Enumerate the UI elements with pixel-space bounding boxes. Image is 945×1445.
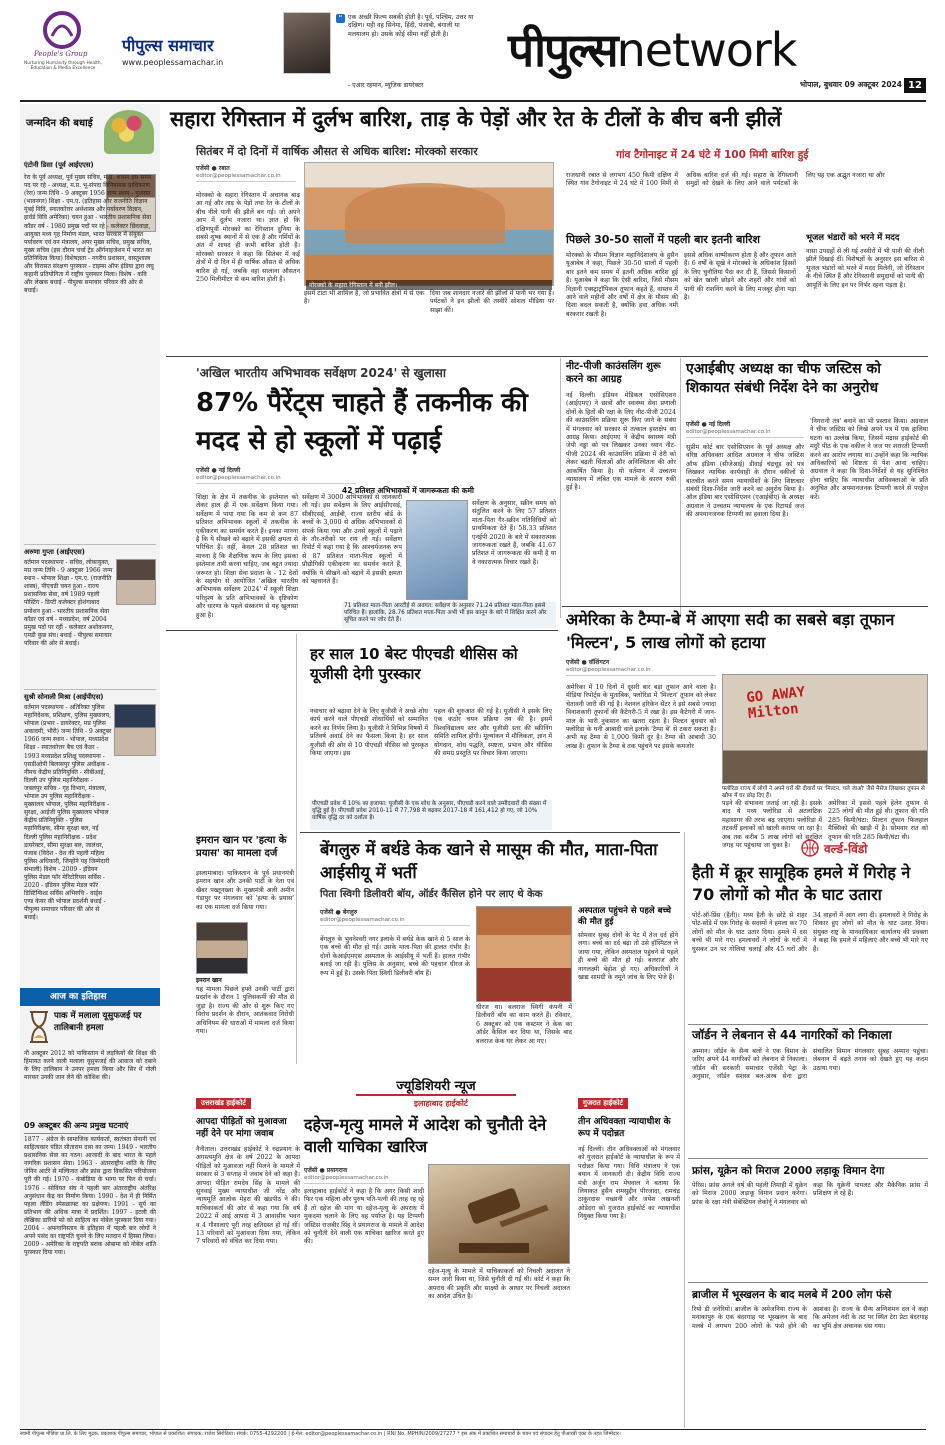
birthday-person-1 [24,160,156,540]
agency: एजेंसी ● नई दिल्ली [686,421,731,428]
parents-story [166,358,558,628]
haiti-headline: हैती में क्रूर सामूहिक हमले में गिरोह ने 70 लोगों को मौत के घाट उतारा [692,863,911,904]
globe-icon [798,838,822,858]
france-text: पेरिस। फ्रांस अगले वर्ष की पहली तिमाही में यूक्रेन को मिराज 2000 लड़ाकू विमान प्रदान करेगा। फ्रांस के रक्षा मंत्री सेबेस्टियन लेकोर्नू ने मंगलवार को कहा कि यूक्रेनी पायलट और मैकेनिक फ्रांस में प्रशिक्षण ले रहे हैं। [692,1182,928,1206]
dune-shape [345,183,505,243]
brand-english: network [616,23,797,77]
dateline: भोपाल, बुधवार 09 अक्टूबर 2024 [799,80,902,89]
footer-imprint: स्वामी पीपुल्स मीडिया प्रा.लि. के लिए मुद्रक, प्रकाशक पीपुल्स समाचार, भोपाल से प्रकाशित। संपादक: राजेश सिरोठिया। संपर्क: 0755-4292200 | ई-मेल: editor@peoplessamachar.co.in | RNI No. MPHIN/2009/27277 * इस अंक में प्रकाशित समाचारों के चयन एवं संपादन हेतु पीआरबी एक्ट के तहत जिम्मेदार। [20,1431,621,1437]
rule-world [688,1024,928,1025]
person-bio: वर्तमान पदस्थापना - अतिरिक्त पुलिस महानिदेशक, प्रशिक्षण, पुलिस मुख्यालय, भोपाल (प्रभार - डायरेक्टर, मप्र पुलिस अकादमी, भौरी) जन्म तिथि - 9 अक्टूबर 1966 जन्म स्थान - भोपाल, मध्यप्रदेश शिक्षा - स्नातकोत्तर बैच एवं कैडर - 1993 मध्यप्रदेश प्रशिक्षु पदस्थापना - एसडीओपी बिलासपुर पुलिस अधीक्षक - नीमच केंद्रीय प्रतिनियुक्ति - सीबीआई, दिल्ली उप पुलिस महानिरीक्षक - जबलपुर सचिव - गृह विभाग, मंत्रालय, भोपाल उप पुलिस महानिरीक्षक - मुख्यालय भोपाल, पुलिस महानिरीक्षक - सुरक्षा, आईजी पुलिस मुख्यालय भोपाल केंद्रीय प्रतिनियुक्ति - पुलिस महानिरीक्षक, सीमा सुरक्षा बल, नई दिल्ली पुलिस महानिरीक्षक - प्रदेश डायरेक्टर, सीमा सुरक्षा बल, जालंधर, पंजाब (विदेश - देश की पहली महिला पुलिस अधिकारी, जिन्होंने यह जिम्मेदारी संभाली) विशेष - 2009 - इंडियन पुलिस मेडल फॉर मेरिटोरियस सर्विस - 2020 - इंडियन पुलिस मेडल फॉर डिस्टिंग्विश्ड सर्विस अभिरुचि - वार्ड्स एण्ड केयर की भोपाल प्रदर्शनी बधाई - पीपुल्स समाचार परिवार की ओर से बधाई। [24,704,112,922]
jordan-text: अम्मान। जॉर्डन के सैन्य बलों ने एक विमान के जरिए अपने 44 नागरिकों को लेबनान से निकाला। जॉर्डन की सरकारी समाचार एजेंसी पेट्रा के अनुसार, जॉर्डन सशस्त्र बल-अरब सेना द्वारा संचालित विमान मंगलवार सुबह अम्मान पहुंचा। लेबनान में बढ़ते तनाव को देखते हुए यह कदम उठाया गया। [692,1048,928,1081]
sahara-subhead: पिछले 30-50 सालों में पहली बार इतनी बारिश [566,233,761,246]
quote-mark-icon: " [336,14,345,23]
rule-milton [562,606,928,607]
bengaluru-story [300,834,680,1074]
imran-caption: इमरान खान [196,977,222,984]
quote-text: एक अच्छी फिल्म सबकी होती है। पूर्व, पश्चिम, उत्तर या दक्षिण। यही वह सिनेमा, हिंदी, पंजाबी, बंगाली या मलयालम हो। उसके कोई सीमा नहीं होती है। [348,14,474,38]
history-title: आज का इतिहास [20,988,160,1006]
sidebar [20,104,160,1429]
sahara-col-1: मोरक्को के सहारा रेगिस्तान में अचानक बाढ़ आ गई और ताड़ के पेड़ों तथा रेत के टीलों के बीच नीले पानी की झीलें बन गई। जो अपने आप में दुर्लभ नजारा था। ज्ञात हो कि दक्षिणपूर्वी मोरक्को का रेगिस्तान दुनिया के सबसे शुष्क स्थानों में से एक है और गर्मियों के अंत में शायद ही कभी बारिश होती है। मोरक्को सरकार ने कहा कि सितंबर में कई क्षेत्रों में दो दिन में ही वार्षिक औसत से अधिक बारिश हो गई, जबकि वहां सालाना औसतन 250 मिलीमीटर से कम बारिश होती है। [196,192,300,284]
milton-byline [566,656,716,676]
divider [560,358,561,618]
brazil-headline: ब्राजील में भूस्खलन के बाद मलबे में 200 लोग फंसे [692,1289,892,1301]
person-bio: वर्तमान पदस्थापना - सचिव, लोकायुक्त, मप्र जन्म तिथि - 9 अक्टूबर 1966 जन्म स्थान - भोपाल शिक्षा - एम.ए. (राजनीति शास्त्र), पीएचडी चयन हुआ - राज्य प्रशासनिक सेवा, वर्ष 1989 पहली पोस्टिंग - डिप्टी कलेक्टर होशंगाबाद प्रमोशन हुआ - भारतीय प्रशासनिक सेवा कॉडर एवं वर्ष - मध्यप्रदेश, वर्ष 2004 प्रमुख पदों पर रहीं - कलेक्टर अशोकनगर, एमडी कुछ संघ। बधाई - पीपुल्स समाचार परिवार की ओर से बधाई। [24,559,114,647]
history-text: नौ अक्टूबर 2012 को पाकिस्तान में लड़कियों की शिक्षा की हिमायत करने वाली मलाला यूसुफजई की आवाज को दबाने के लिए तालिबान ने उनपर हमला किया और सिर में गोली मारकर उनकी जान लेने की कोशिश की। [24,1050,156,1082]
imran-photo [196,922,248,974]
guj-tag: गुजरात हाईकोर्ट [578,1098,628,1109]
agency: एजेंसी ● प्रयागराज [304,1167,348,1174]
guj-text: नई दिल्ली। तीन अधिवक्ताओं को मंगलवार को गुजरात हाईकोर्ट के न्यायाधीश के रूप में पदोन्नत किया गया। विधि मंत्रालय ने एक बयान में जानकारी दी। केंद्रीय विधि राज्य मंत्री अर्जुन राम मेघवाल ने बताया कि लियाकत हुसैन शमसुद्दीन पीरजादा, रामचंद्र ठाकुरदास वच्छानी और जयेश लखनशी ओडेदरा को गुजरात हाईकोर्ट का न्यायाधीश नियुक्त किया गया है। [578,1146,680,1221]
masthead-rule [20,100,926,102]
bengaluru-byline [320,906,470,926]
hourglass-icon [28,1010,50,1044]
group-tagline: Nurturing Humanity through Health, Education & Media Excellence [24,61,102,72]
ald-tag: इलाहाबाद हाईकोर्ट [414,1099,468,1108]
masthead [0,0,945,100]
brand-logo [508,18,928,78]
bengaluru-side-text: सोमवार सुबह दोनों के पेट में तेज दर्द होने लगा। बच्चे का दर्द बढ़ा तो उसे हॉस्पिटल ले जाया गया, लेकिन अस्पताल पहुंचने से पहले ही बच्चे की मौत हो गई। बलराज और नागलक्ष्मी बेहोश हो गए। अधिकारियों ने खाद्य सामग्री के नमूने जांच के लिए भेजे हैं। [578,932,678,982]
email[interactable]: editor@peoplessamachar.co.in [320,917,405,923]
world-section [688,834,928,1428]
neet-text: नई दिल्ली। इंडियन मेडिकल एसोसिएशन (आईएमए) ने छात्रों और स्वास्थ्य सेवा प्रणाली दोनों के हितों की रक्षा के लिए नीट-पीजी 2024 की काउंसलिंग प्रक्रिया शुरू किए जाने के संबंध में मंगलवार को सरकार से तत्काल हस्तक्षेप का आग्रह किया। आईएमए ने केंद्रीय स्वास्थ्य मंत्री जेपी नड्डा को पत्र लिखकर उनका ध्यान नीट-पीजी 2024 की काउंसलिंग प्रक्रिया में देरी को लेकर बढ़ती चिंताओं और अनिश्चितता की ओर आकर्षित किया है। यो वर्तमान में उच्चतम न्यायालय में लंबित एक मामले के कारण रुकी हुई है। [566,392,676,492]
ald-headline: दहेज-मृत्यु मामले में आदेश को चुनौती देने वाली याचिका खारिज [304,1115,547,1156]
milton-photo-graffiti: GO AWAY Milton [745,684,806,723]
world-tag-text: वर्ल्ड-विंडो [824,842,868,856]
aiibe-byline [686,418,804,438]
parents-col-3: सर्वेक्षण के अनुसार, स्क्रीन समय को संतुलित करने के लिए 57 प्रतिशत माता-पिता गैर-स्क्रीन गतिविधियों को प्राथमिकता देते हैं। 58.33 प्रतिशत एनईपी 2020 के बारे में सकारात्मक जागरूकता रखते हैं, जबकि 41.67 प्रतिशत में जागरूकता की कमी है या वे नकारात्मक विचार रखते हैं। [472,500,556,566]
parents-byline [196,464,356,484]
bengaluru-headline: बेंगलुरु में बर्थडे केक खाने से मासूम की मौत, माता-पिता आईसीयू में भर्ती [320,840,658,882]
quote-author: - एआर रहमान, म्यूजिक डायरेक्टर [348,82,424,89]
email[interactable]: editor@peoplessamachar.co.in [196,173,281,179]
events-title: 09 अक्टूबर की अन्य प्रमुख घटनाएं [24,1120,156,1134]
agency: एजेंसी ● वॉशिंगटन [566,659,610,666]
rule-phd [166,630,558,631]
email[interactable]: editor@peoplessamachar.co.in [686,429,771,435]
group-name: People's Group [34,50,88,58]
brand-hindi: पीपुल्स [508,23,617,77]
milton-col-1: अमेरिका में 10 दिनों में दूसरी बार बड़ा तूफान आने वाला है। मीडिया रिपोर्ट्स के मुताबिक, फ्लोरिडा में 'मिल्टन' तूफान को लेकर चेतावनी जारी की गई है। नेशनल हरिकेन सेंटर ने इसे सबसे ज्यादा विनाशकारी तूफानों की कैटेगरी-5 में रखा है। इस कैटेगरी में जान-माल के भारी नुकसान का खतरा रहता है। मिल्टन बुधवार को फ्लोरिडा के घनी आबादी वाले इलाके 'टैम्पा बे' से टकरा सकता है। अभी यह टैम्पा से 1,000 किमी दूर है। टैम्पा की आबादी 30 लाख है। तूफान के टैम्पा बे तक पहुंचने पर इसके कमजोर [566,684,716,750]
quote-box [336,14,476,94]
birthday-title: जन्मदिन की बधाई [26,118,93,129]
judiciary-title: ज्यूडिशियरी न्यूज [356,1076,516,1096]
rule-sahara [166,356,928,357]
milton-col-2: पड़ने की संभावना जताई जा रही है। इसके बाद ये मध्य फ्लोरिडा से अटलांटिक महासागर की तरफ बढ़ जाएगा। फ्लोरिडा में तटवर्ती इलाकों को खाली कराया जा रहा है। अब तक करीब 5 लाख लोगों को सुरक्षित जगह पर पहुंचाया जा चुका है। [722,800,822,850]
brazil-text: रियो डी जनेरियो। ब्राजील के अमेजनिया राज्य के मनाकापुरु के एक बंदरगाह पर भूस्खलन के बाद मलबे में लगभग 200 लोगों के फंसे होने की आशंका है। राज्य के सैन्य अग्निशमन दल ने कहा कि अमेजन नदी के तट पर स्थित टेरा प्रेटा बंदरगाह का भूमि क्षेत्र अचानक धंस गया। [692,1306,928,1330]
uk-text: नैनीताल। उत्तराखंड हाईकोर्ट ने रुद्रप्रयाग के अगस्त्यमुनि क्षेत्र के वर्ष 2022 के आपदा पीड़ितों को मुआवजा नहीं मिलने के मामले में सरकार से 3 सप्ताह में जवाब देने को कहा है। आपदा पीड़ित रामदेव सिंह के मामले की सुनवाई मुख्य न्यायाधीश जी नरेंद्र और न्यायमूर्ति आलोक मेहरा की खंडपीठ ने की। याचिकाकर्ता की ओर से कहा गया कि वर्ष 2022 में आई आपदा में 3 आवासीय भवन व 4 गौशालाएं पूरी तरह क्षतिग्रस्त हो गई थीं। 13 परिवारों को मुआवजा दिया गया, लेकिन 7 परिवारों को वंचित कर दिया गया। [196,1146,300,1246]
page-number: 12 [904,78,926,93]
agency: एजेंसी ● रबात [196,165,230,172]
parents-col-1: शिक्षा के क्षेत्र में तकनीक के इस्तेमाल को लेकर हाल ही में एक सर्वेक्षण किया गया। सर्वेक्षण में पाया गया कि कम से कम 87 प्रतिशत अभिभावक स्कूलों में तकनीक के एकीकरण का समर्थन करते हैं। इनका मानना है कि ये सीखने को बढ़ाने में इसकी क्षमता से परिचित हैं। वहीं, केवल 28 प्रतिशत का मानना है कि शैक्षणिक काम के लिए इसका इस्तेमाल तभी करना चाहिए, जब बहुत ज्यादा जरूरत हो। शिक्षा सेवा प्रदाता के - 12 देशों के सहयोग से आयोजित 'अखिल भारतीय अभिभावक सर्वेक्षण 2024' में स्कूली शिक्षा परिदृश्य के प्रति अभिभावकों के दृष्टिकोण और धारणा के पहले संस्करण से यह खुलासा हुआ है। [196,494,298,619]
aiibe-col-1: सुप्रीम कोर्ट बार एसोसिएशन के पूर्व अध्यक्ष और वरिष्ठ अधिवक्ता आदिश अग्रवाल ने चीफ जस्टिस ऑफ इंडिया (सीजेआई) डीवाई चंद्रचूड़ को पत्र लिखकर न्यायिक कार्यवाही के दौरान वकीलों से बातचीत करते समय न्यायाधीशों के लिए शिष्टाचार संबंधी दिशा-निर्देश जारी करने का अनुरोध किया है। ऑल इंडिया बार एसोसिएशन (एआईबीए) के अध्यक्ष अग्रवाल ने उच्चतम न्यायालय के एक रिटायर्ड जज की अपमानजनक टिप्पणी का हवाला दिया है। [686,444,804,519]
world-tag [798,838,928,858]
parents-col-2: सर्वेक्षण में 3000 अभिभावकों से जानकारी ली गई। इस सर्वेक्षण के लिए आईसीएसई, सीबीएसई, आईबी, राज्य स्तरीय बोर्ड के बच्चों के 3,000 से अधिक अभिभावकों से संपर्क किया गया और उनसे स्कूलों में पढ़ाने के तौर-तरीकों पर राय ली गई। सर्वेक्षण रिपोर्ट में कहा गया है कि आश्चर्यजनक रूप से 87 प्रतिशत माता-पिता स्कूलों में प्रौद्योगिकी एकीकरण का समर्थन करते हैं, क्योंकि ये सीखने को बढ़ाने में इसकी क्षमता को पहचानते हैं। [302,494,402,586]
bengaluru-col-2: धीरज था। बलराज स्विगी कंपनी में डिलीवरी बॉय का काम करते हैं। रविवार, 6 अक्टूबर को एक कस्टमर ने केक का ऑर्डर कैंसिल कर दिया था, जिसके बाद बलराज केक घर लेकर आ गए। [476,1004,572,1045]
sahara-col-3: राजधानी रबात से लगभग 450 किमी दक्षिण में स्थित गांव टैगोनाइट में 24 घंटे में 100 मिमी से अधिक बारिश दर्ज की गई। सहारा के रेगिस्तानी समुद्रों को देखने के लिए आने वाले पर्यटकों के लिए यह एक अद्भुत नजारा था और [566,172,885,188]
agency: एजेंसी ● बेंगलुरु [320,909,358,916]
sahara-col-2: इसमें टाटा भी शामिल है, जो प्रभावित क्षेत्रों में से एक है। [304,290,424,306]
parents-kicker: 'अखिल भारतीय अभिभावक सर्वेक्षण 2024' से खुलासा [196,366,447,380]
sahara-caption: मोरक्को के सहारा रेगिस्तान में बनी झील। [306,280,552,290]
parents-headline: 87% पैरेंट्स चाहते हैं तकनीक की मदद से हो स्कूलों में पढ़ाई [196,388,528,456]
bengaluru-photo [476,906,572,1002]
aiibe-headline: एआईबीए अध्यक्ष का चीफ जस्टिस को शिकायत संबंधी निर्देश देने का अनुरोध [686,361,881,396]
jordan-headline: जॉर्डन ने लेबनान से 44 नागरिकों को निकाला [692,1028,892,1042]
sahara-col-2b: दिया जब शानदार नजारे की झीलों में पानी भर गया है। पर्यटकों ने इन झीलों की तस्वीरें सोशल मीडिया पर साझा कीं। [430,290,554,314]
person-bio: रेरा के पूर्व अध्यक्ष, पूर्व मुख्य सचिव, म.प्र. शासन इस समय पद पर रहे - अध्यक्ष, म.प्र. भू-संपदा विनियामक प्राधिकरण (रेरा) जन्म तिथि - 9 अक्टूबर 1956 जन्म स्थान - गुजरात (भावनगर) शिक्षा - एम.ए. (इतिहास और राजनीति विज्ञान मुंबई विवि, स्नातकोत्तर अर्थशास्त्र और पर्यावरण विज्ञान, हार्वर्ड विवि अमेरिका) चयन हुआ - भारतीय प्रशासनिक सेवा कॉडर वर्ष - 1980 प्रमुख पदों पर रहे - कलेक्टर छिंदवाड़ा, आयुक्त मध्य गृह निर्माण मंडल, भारत सरकार में संयुक्त पर्यावरण एवं वन मंत्रालय, अपर मुख्य सचिव, प्रमुख सचिव, मुख्य सचिव (इस दौरान चर्चा ट्रेड ऑर्गनाइजेशन में भारत का प्रतिनिधित्व किया) विशेषज्ञता - नगरीय प्रशासन, वास्तुशास्त्र और विरासत संरक्षण पुरस्कार - टाइम्स ऑफ इंडिया द्वारा लघु कहानी प्रतियोगिता में राष्ट्रीय पुरस्कार मिला। विशेष - कवि और लेखक बधाई - पीपुल्स समाचार परिवार की ओर से बधाई। [24,174,154,295]
aiibe-col-2: 'निगरानी तंत्र' बनाने का भी प्रस्ताव किया। अग्रवाल ने चीफ जस्टिस को लिखे अपने पत्र में एक हालिया घटना का उल्लेख किया, जिसमें मद्रास हाईकोर्ट की मदुरै पीठ के एक वकील ने जज पर शरारती टिप्पणी करने का आरोप लगाया था। उन्होंने कहा कि न्यायिक अधिकारियों को शिष्टता से पेश आना चाहिए। अग्रवाल ने कहा कि दिशा-निर्देशों से यह सुनिश्चित होना चाहिए कि न्यायाधीश अधिवक्ताओं के प्रति अनुचित और अपमानजनक टिप्पणी करने से परहेज करें। [810,418,928,501]
imran-story [196,834,296,1074]
birthday-person-3 [24,689,156,984]
phd-headline: हर साल 10 बेस्ट पीएचडी थीसिस को यूजीसी देगी पुरस्कार [310,645,518,683]
sahara-photo [304,162,554,286]
rule-world [688,1282,928,1283]
people-group-emblem-icon [42,10,82,50]
ald-col-2: दहेज-मृत्यु के मामले में याचिकाकर्ता को निचली अदालत ने समन जारी किया था, जिसे चुनौती दी गई थी। कोर्ट ने कहा कि अपराध की प्रकृति और साक्ष्यों के आधार पर निचली अदालत का आदेश उचित है। [428,1268,570,1301]
imran-col-1: इस्लामाबाद। पाकिस्तान के पूर्व प्रधानमंत्री इमरान खान और उनकी पार्टी के नेता एवं खैबर पख्तूनख्वा के मुख्यमंत्री अली अमीन गंडापुर पर मंगलवार को 'हत्या के प्रयास' का एक मामला दर्ज किया गया। [196,870,294,911]
milton-col-3: अमेरिका में इससे पहले हेलेन तूफान से 225 लोगों की मौत हुई थी। तूफान की गति 285 किमी/घंटा: मिल्टन तूफान फिलहाल मैक्सिको की खाड़ी में है। सोमवार रात को तूफान की गति 285 किमी/घंटा थी। [828,800,928,841]
judiciary-section [196,1076,680,1426]
flower-bouquet-icon [104,110,154,154]
ald-col-1: इलाहाबाद हाईकोर्ट ने कहा है कि अगर किसी शादी फिर एक महिला और पुरुष पति-पत्नी की तरह रह रहे हैं तो दहेज की मांग या दहेज-मृत्यु के अपराध में मुकदमा चलाने के लिए वह पर्याप्त है। यह टिप्पणी जस्टिस राजबीर सिंह ने प्रयागराज के मामले में आदेश को चुनौती देने वाली एक याचिका खारिज करते हुए की। [304,1188,424,1246]
quote-photo [283,12,331,74]
phd-col-1: नवाचार को बढ़ावा देने के लिए यूजीसी ने अच्छे शोध कार्य करने वाले पीएचडी शोधार्थियों को सम्मानित करने का निर्णय लिया है। यूजीसी ने विभिन्न विषयों में प्रतिवर्ष अवार्ड देने का फैसला किया है। हर साल यूजीसी की ओर से 10 पीएचडी थीसिस को पुरस्कृत किया जाएगा। इस [310,708,428,758]
aiibe-story [686,360,928,610]
email[interactable]: editor@peoplessamachar.co.in [304,1175,389,1181]
parents-caption: 71 प्रतिशत माता-पिता आरटीई से अवगत: सर्वेक्षण के अनुसार 71.24 प्रतिशत माता-पिता इससे परिचित हैं। हालांकि, 28.76 प्रतिशत माता-पिता अभी भी इस कानून के बारे में शिक्षित करने और सूचित करने पर जोर देते हैं। [342,602,556,628]
parents-photo [406,500,468,600]
gavel-photo [428,1164,570,1264]
uk-tag: उत्तराखंड हाईकोर्ट [196,1098,251,1109]
bengaluru-deck: पिता स्विगी डिलीवरी बॉय, ऑर्डर कैंसिल होने पर लाए थे केक [320,889,543,900]
paper-logo-text: पीपुल्स समाचार [122,36,214,55]
person-name: अरुणा गुप्ता (आईएएस) [24,548,85,556]
milton-caption: फ्लोरिडा राज्य में लोगों ने अपने घरों की दीवारों पर 'मिल्टन, चले जाओ' जैसे मैसेज लिखकर तूफान से खौफ में घर छोड़ दिए हैं। [722,786,925,799]
milton-photo [722,674,928,784]
sahara-deck-2: गांव टैगोनाइट में 24 घंटे में 100 मिमी बारिश हुई [616,149,809,161]
rule-world [688,1158,928,1159]
email[interactable]: editor@peoplessamachar.co.in [196,475,281,481]
person-name: एंटोनी डिसा (पूर्व आईएएस) [24,161,94,169]
birthday-person-2 [24,544,156,684]
neet-headline: नीट-पीजी काउंसलिंग शुरू करने का आग्रह [566,361,661,385]
divider [680,358,681,618]
history-section [20,988,160,1428]
bengaluru-col-1: बेंगलुरु के भुवनेश्वरी नगर इलाके में बर्थडे केक खाने से 5 साल के एक बच्चे की मौत हो गई। उसके माता-पिता की हालत गंभीर है। दोनों केआईएमएस अस्पताल के आईसीयू में भर्ती हैं। हालत गंभीर बताई जा रही है। पुलिस के अनुसार, बच्चे की पहचान धीरज के रूप में हुई है। उसके पिता स्विगी डिलीवरी बॉय हैं। [320,936,470,977]
bengaluru-side-head: अस्पताल पहुंचने से पहले बच्चे की मौत हुई [578,906,672,927]
sahara-deck: सितंबर में दो दिनों में वार्षिक औसत से अधिक बारिश: मोरक्को सरकार [196,145,478,158]
sahara-subtext: मोरक्को के मौसम विज्ञान महानिदेशालय के हुसैन यूआबेब ने कहा, पिछले 30-50 सालों में पहली बार इतने कम समय में इतनी अधिक बारिश हुई है। यूआबेब ने कहा कि ऐसी बारिश, जिसे मौसम विज्ञानी एक्स्ट्राट्रॉपिकल तूफान कहते हैं, वास्तव में आने वाले महीनों और वर्षों में क्षेत्र के मौसम की दिशा बदल सकती है, क्योंकि हवा अधिक नमी बरकरार रखती है। [566,252,678,318]
uk-headline: आपदा पीड़ितों को मुआवजा नहीं देने पर मांगा जवाब [196,1117,287,1139]
person-name: सुश्री सोनाली मिश्रा (आईपीएस) [24,693,104,701]
agency: एजेंसी ● नई दिल्ली [196,467,241,474]
sahara-subtext-3: नासा उपग्रहों से ली गई तस्वीरों में भी पानी की नीली झीलें दिखाई दीं। विशेषज्ञों के अनुसार इस बारिश से भूजल भंडारों को भरने में मदद मिलेगी, जो रेगिस्तान के नीचे स्थित हैं और रेगिस्तानी समुदायों को पानी की आपूर्ति के लिए इन पर निर्भर रहना पड़ता है। [806,248,924,289]
gavel-icon [429,1165,571,1265]
haiti-text: पोर्ट-ऑ-प्रिंस (हैती)। मध्य हैती के छोटे से शहर पोंट-सोंडे में एक गिरोह के सदस्यों ने हमला कर 70 लोगों को मौत के घाट उतार दिया। हमले में दस बच्चे भी मारे गए। हमलावरों ने लोगों के घरों में घुसकर उन पर गोलियां चलाईं और 45 घरों और 34 वाहनों में आग लगा दी। हमलावरों ने गिरोह के शिकार हुए लोगों को मौत के घाट उतार दिया। संयुक्त राष्ट्र के मानवाधिकार कार्यालय की प्रवक्ता ने कहा कि हमले में महिलाएं और बच्चे भी मारे गए हैं। [692,912,928,953]
parents-box-title: 42 प्रतिशत अभिभावकों में जागरूकता की कमी [342,486,474,495]
person-photo [116,559,156,605]
sahara-subtext-2: इससे अधिक वाष्पीकरण होता है और तूफान आते हैं। 6 वर्षों के सूखे ने मोरक्को के अधिकांश हिस्सों के लिए चुनौतियां पैदा कर दी हैं, जिससे किसानों को खेत खाली छोड़ने और शहरों और गांवों को पानी की राशनिंग करने के लिए मजबूर होना पड़ा है। [684,252,796,302]
imran-headline: इमरान खान पर 'हत्या के प्रयास' का मामला दर्ज [196,835,287,859]
sahara-subhead-2: भूजल भंडारों को भरने में मदद [806,233,900,243]
divider [684,832,685,1428]
phd-stat-box: पीएचडी प्रवेश में 10% का इजाफा: यूजीसी के एक शोध के अनुसार, पीएचडी करने वाले उम्मीदवारों की संख्या में वृद्धि हुई है। पीएचडी प्रवेश 2010-11 में 77,798 से बढ़कर 2017-18 में 161,412 हो गए, जो 10% वार्षिक वृद्धि दर को दर्शाता है। [310,800,552,830]
france-headline: फ्रांस, यूक्रेन को मिराज 2000 लड़ाकू विमान देगा [692,1165,885,1177]
rule-bengaluru [300,832,680,833]
birthday-banner [24,108,156,156]
ald-byline [304,1164,424,1184]
imran-col-2: यह मामला पिछले हफ्ते उनकी पार्टी द्वारा प्रदर्शन के दौरान 1 पुलिसकर्मी की मौत से जुड़ा है। राज्य की ओर से शुरू किए गए विरोध प्रदर्शन के दौरान, आतंकवाद निरोधी अधिनियम की धाराओं में मामला दर्ज किया गया। [196,986,294,1036]
neet-story [566,360,676,610]
sahara-headline: सहारा रेगिस्तान में दुर्लभ बारिश, ताड़ के पेड़ों और रेत के टीलों के बीच बनी झीलें [170,107,782,131]
person-photo [114,704,156,756]
milton-headline: अमेरिका के टैम्पा-बे में आएगा सदी का सबसे बड़ा तूफान 'मिल्टन', 5 लाख लोगों को हटाया [566,610,895,652]
events-text: 1877 - अंग्रेज के सामाजिक कार्यकर्ता, स्वतंत्रता सेनानी एवं साहित्यकार पंडित सीताराम दास का जन्म। 1949 - भारतीय प्रशासनिक सेवा का गठन। आजादी के बाद भारत के पहले नागरिक प्रशासन सेवा। 1963 - अंतरराष्ट्रीय शांति के लिए जेनिन आर्टरे से मल्कियत और फ्रांस द्वारा विकसित परियोजना पूरी की गई। 1970 - कंबोडिया के भाग्य पर फिर से चर्चा। 1976 - सोवियत संघ ने पहली बार अंतरराष्ट्रीय अंतरिक्ष अनुसंधान केंद्र का निर्माण किया। 1990 - देश में ही निर्मित पहला लैंडिंग स्पेसक्राफ्ट का प्रक्षेपण। 1991 - सूर्य का प्रतिभाग की अधिक मात्रा में प्रदर्शित। 1997 - इटली की लेखिका डारियो फो को साहित्य का नोबेल पुरस्कार दिया गया। 2004 - अफगानिस्तान के इतिहास में पहली बार लोगों ने अपने पसंद का राष्ट्रपति चुनने के लिए मतदान में हिस्सा लिया। 2009 - अमेरिका के राष्ट्रपति बराक ओबामा को नोबेल शांति पुरस्कार दिया गया। [24,1136,156,1257]
paper-logo [122,34,282,84]
email[interactable]: editor@peoplessamachar.co.in [566,667,651,673]
phd-story [300,634,556,830]
group-logo [22,10,102,90]
footer-rule [20,1429,926,1430]
history-headline: पाक में मलाला यूसुफजई पर तालिबानी हमला [54,1011,142,1033]
phd-col-2: पहल की शुरुआत की गई है। यूजीसी ने इसके लिए एक कठोर चयन प्रक्रिया तय की है। इसमें विश्वविद्यालय स्तर और यूजीसी स्तर की स्क्रीनिंग समिति शामिल होंगी। मूल्यांकन में मौलिकता, ज्ञान में योगदान, शोध पद्धति, स्पष्टता, प्रभाव और थीसिस की समग्र प्रस्तुति पर विचार किया जाएगा। [434,708,552,758]
sahara-story [166,104,928,354]
sahara-byline [196,162,296,182]
guj-headline: तीन अधिवक्ता न्यायाधीश के रूप में पदोन्नत [578,1117,671,1139]
website-link[interactable]: www.peoplessamachar.in [122,58,224,67]
divider [296,634,297,1064]
